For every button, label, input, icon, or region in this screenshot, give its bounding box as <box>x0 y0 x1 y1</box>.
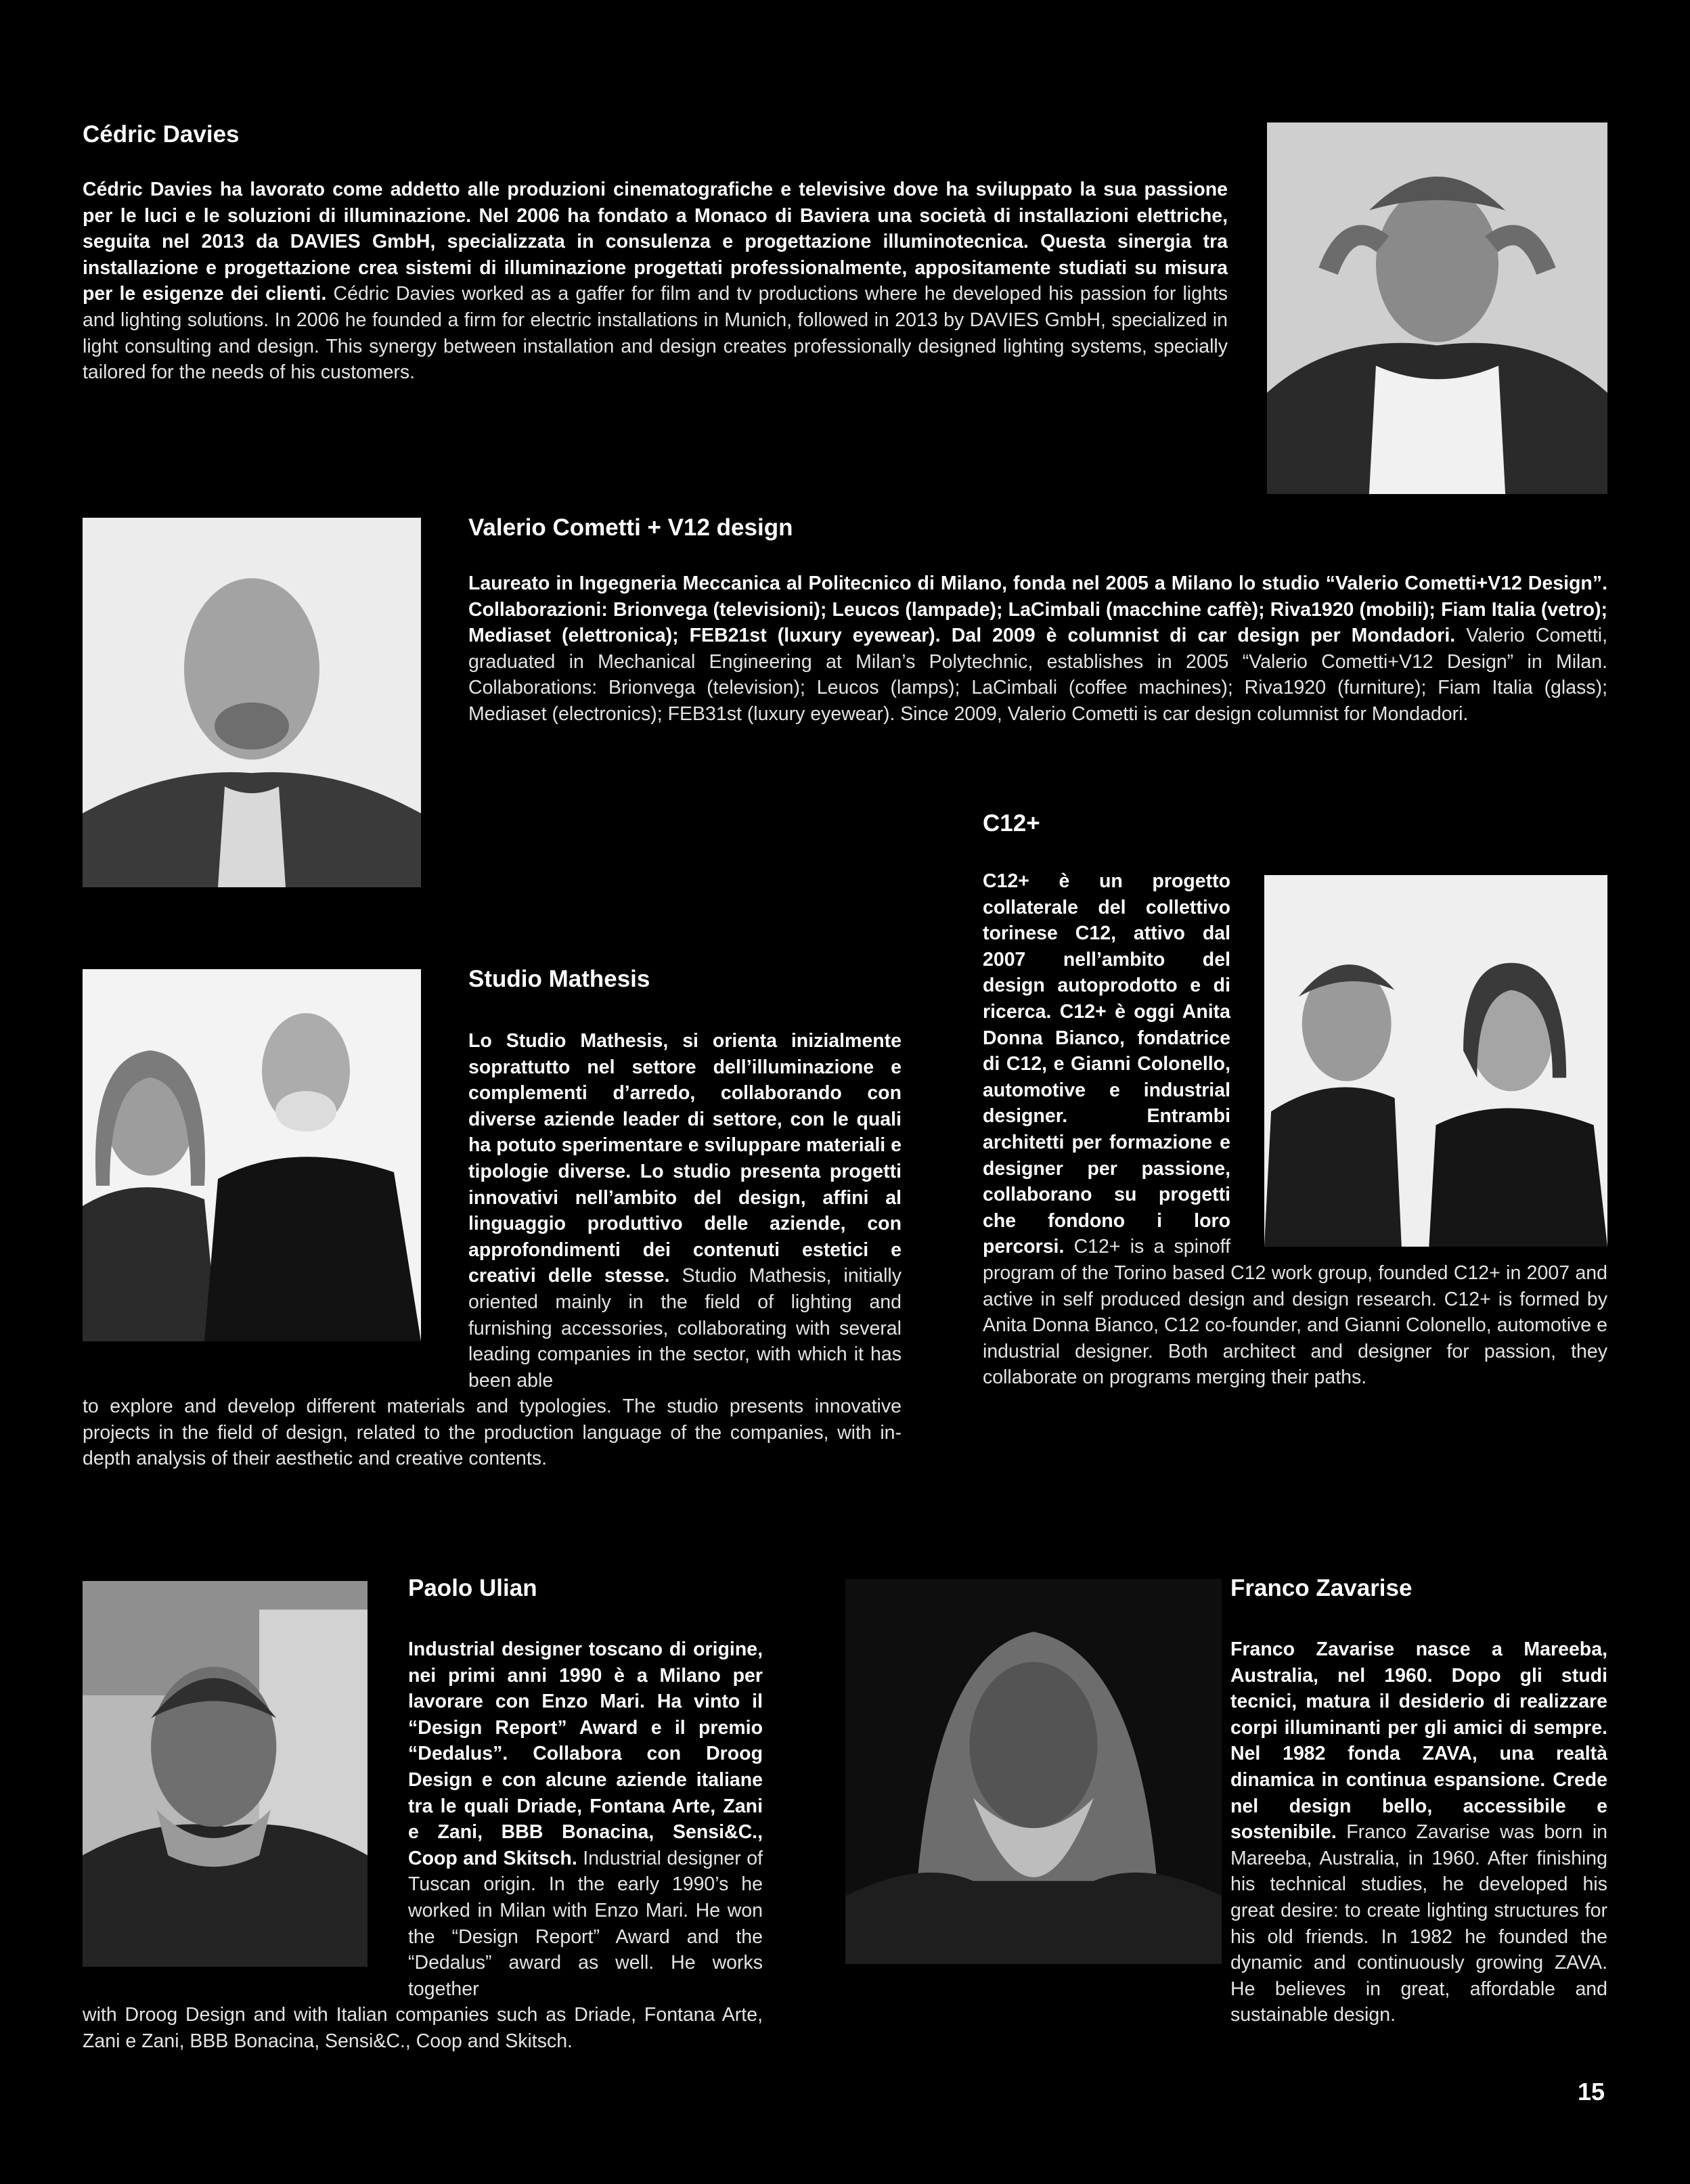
bio-studio-mathesis-continued: to explore and develop different materials and typologies. The studio presents innovative projects in the field of design, related to the production language of the companies, with in-depth analysis of their aesthetic and creative contents. <box>83 1396 902 1470</box>
section-title-paolo-ulian: Paolo Ulian <box>408 1575 537 1601</box>
photo-cedric-davies <box>1267 122 1607 494</box>
bio-italian: Industrial designer toscano di origine, nei primi anni 1990 è a Milano per lavorare con Enzo Mari. Ha vinto il “Design Report” Award e il premio “Dedalus”. Collabora con Droog Design e con alcune aziende italiane tra le quali Driade, Fontana Arte, Zani e Zani, BBB Bonacina, Sensi&C., Coop and Skitsch. <box>408 1639 763 1869</box>
section-title-c12: C12+ <box>983 810 1040 837</box>
bio-english: Industrial designer of Tuscan origin. In the early 1990’s he worked in Milan with Enzo Mari. He won the “Design Report” Award and the “Dedalus” award as well. He works together <box>408 1847 763 2000</box>
bio-paolo-ulian <box>408 1636 763 2002</box>
bio-italian: Cédric Davies ha lavorato come addetto alle produzioni cinematografiche e televisive dove ha sviluppato la sua passione per le luci e le soluzioni di illuminazione. Nel 2006 ha fondato a Monaco di Baviera una società di installazioni elettriche, seguita nel 2013 da DAVIES GmbH, specializzata in consulenza e progettazione illuminotecnica. Questa sinergia tra installazione e progettazione crea sistemi di illuminazione progettati professionalmente, appositamente studiati su misura per le esigenze dei clienti. <box>83 179 1228 305</box>
bio-valerio-cometti <box>468 571 1607 728</box>
bio-english: Franco Zavarise was born in Mareeba, Australia, in 1960. After finishing his technical studies, he developed his great desire: to create lighting structures for his old friends. In 1982 he founded the dynamic and continuously growing ZAVA. He believes in great, affordable and sustainable design. <box>1230 1821 1608 2026</box>
photo-valerio-cometti <box>83 518 421 887</box>
bio-paolo-ulian-continued: with Droog Design and with Italian companies such as Driade, Fontana Arte, Zani e Zani, BBB Bonacina, Sensi&C., Coop and Skitsch. <box>83 2004 763 2052</box>
bio-c12 <box>983 868 1607 1391</box>
photo-c12 <box>1264 875 1607 1247</box>
bio-english: Valerio Cometti, graduated in Mechanical Engineering at Milan’s Polytechnic, establishes in 2005 “Valerio Cometti+V12 Design” in Milan. Collaborations: Brionvega (television); Leucos (lamps); LaCimbali (coffee machines); Riva1920 (furniture); Fiam Italia (glass); Mediaset (electronics); FEB31st (luxury eyewear). Since 2009, Valerio Cometti is car design columnist for Mondadori. <box>468 625 1607 725</box>
section-title-cedric-davies: Cédric Davies <box>83 121 240 148</box>
bio-italian: Lo Studio Mathesis, si orienta inizialmente soprattutto nel settore dell’illuminazione e complementi d’arredo, collaborando con diverse aziende leader di settore, con le quali ha potuto sperimentare e sviluppare materiali e tipologie diverse. Lo studio presenta progetti innovativi nell’ambito del design, affini al linguaggio produttivo delle aziende, con approfondimenti dei contenuti estetici e creativi delle stesse. <box>468 1030 902 1287</box>
section-title-studio-mathesis: Studio Mathesis <box>468 966 650 992</box>
bio-english: Cédric Davies worked as a gaffer for film and tv productions where he developed his passion for lights and lighting solutions. In 2006 he founded a firm for electric installations in Munich, followed in 2013 by DAVIES GmbH, specialized in light consulting and design. This synergy between installation and design creates professionally designed lighting systems, specially tailored for the needs of his customers. <box>83 283 1228 384</box>
section-title-valerio-cometti: Valerio Cometti + V12 design <box>468 514 793 541</box>
bio-cedric-davies <box>83 177 1228 386</box>
bio-english: Studio Mathesis, initially oriented mainly in the field of lighting and furnishing accessories, collaborating with several leading companies in the sector, with which it has been able <box>468 1265 902 1391</box>
photo-paolo-ulian <box>83 1581 368 1967</box>
page-number: 15 <box>1578 2078 1605 2105</box>
bio-studio-mathesis <box>468 1028 902 1394</box>
photo-studio-mathesis <box>83 969 421 1341</box>
bio-english: C12+ is a spinoff program of the Torino based C12 work group, founded C12+ in 2007 and active in self produced design and design research. C12+ is formed by Anita Donna Bianco, C12 co-founder, and Gianni Colonello, automotive e industrial designer. Both architect and designer for passion, they collaborate on programs merging their paths. <box>983 1236 1607 1389</box>
bio-italian: C12+ è un progetto collaterale del collettivo torinese C12, attivo dal 2007 nell’ambito del design autoprodotto e di ricerca. C12+ è oggi Anita Donna Bianco, fondatrice di C12, e Gianni Colonello, automotive e industrial designer. Entrambi architetti per formazione e designer per passione, collaborano su progetti che fondono i loro percorsi. <box>983 870 1230 1258</box>
section-title-franco-zavarise: Franco Zavarise <box>1230 1575 1413 1601</box>
bio-italian: Franco Zavarise nasce a Mareeba, Australia, nel 1960. Dopo gli studi tecnici, matura il desiderio di realizzare corpi illuminanti per gli amici di sempre. Nel 1982 fonda ZAVA, una realtà dinamica in continua espansione. Crede nel design bello, accessibile e sostenibile. <box>1230 1639 1607 1844</box>
bio-italian: Laureato in Ingegneria Meccanica al Politecnico di Milano, fonda nel 2005 a Milano lo studio “Valerio Cometti+V12 Design”. Collaborazioni: Brionvega (televisioni); Leucos (lampade); LaCimbali (macchine caffè); Riva1920 (mobili); Fiam Italia (vetro); Mediaset (elettronica); FEB21st (luxury eyewear). Dal 2009 è columnist di car design per Mondadori. <box>468 573 1607 647</box>
photo-franco-zavarise <box>845 1579 1222 1964</box>
bio-franco-zavarise <box>1230 1636 1607 2028</box>
